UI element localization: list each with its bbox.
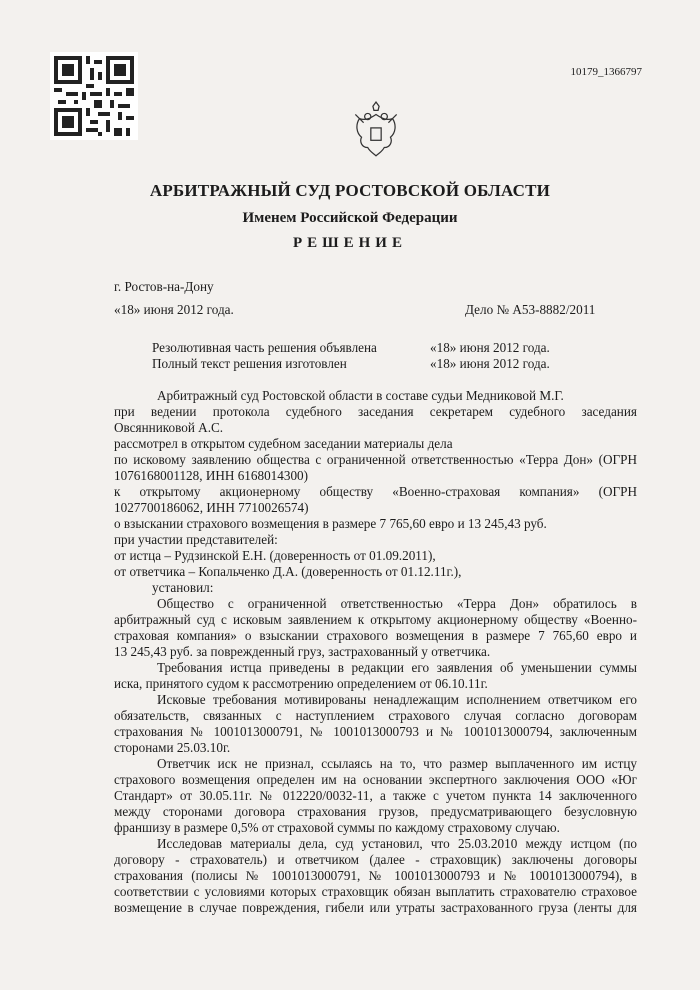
body-line: страхования (полисы № 1001013000791, № 1001013000793 и № 1001013000794), в: [114, 868, 637, 883]
body-line: от истца – Рудзинской Е.Н. (доверенность от 01.09.2011),: [114, 548, 436, 563]
resolution-label: Резолютивная часть решения объявлена: [152, 340, 377, 355]
body-line: между сторонами договора страхования грузов, предусматривающего безусловную: [114, 804, 637, 819]
body-line: Исследовав материалы дела, суд установил, что 25.03.2010 между истцом (по: [157, 836, 637, 851]
body-line: при участии представителей:: [114, 532, 278, 547]
body-line: Исковые требования мотивированы ненадлежащим исполнением ответчиком его: [157, 692, 637, 707]
body-line: арбитражный суд с исковым заявлением к открытому акционерному обществу «Военно-: [114, 612, 637, 627]
coat-of-arms-icon: [345, 100, 407, 162]
body-line: о взыскании страхового возмещения в размере 7 765,60 евро и 13 245,43 руб.: [114, 516, 547, 531]
city: г. Ростов-на-Дону: [114, 279, 214, 294]
fulltext-date: «18» июня 2012 года.: [430, 356, 550, 371]
body-line: 13 245,43 руб. за поврежденный груз, застрахованный у ответчика.: [114, 644, 491, 659]
body-line: по исковому заявлению общества с ограниченной ответственностью «Терра Дон» (ОГРН: [114, 452, 637, 467]
body-line: страхования № 1001013000791, № 1001013000793 и № 1001013000794, заключенным: [114, 724, 637, 739]
body-line: иска, принятого судом к рассмотрению определением от 06.10.11г.: [114, 676, 488, 691]
fulltext-label: Полный текст решения изготовлен: [152, 356, 347, 371]
body-line: 1027700186062, ИНН 7710026574): [114, 500, 309, 515]
subtitle: Именем Российской Федерации: [242, 210, 458, 226]
case-number: Дело № А53-8882/2011: [465, 302, 596, 317]
body-line: Требования истца приведены в редакции его заявления об уменьшении суммы: [157, 660, 637, 675]
qr-code: [50, 52, 138, 140]
body-line: к открытому акционерному обществу «Военно-страховая компания» (ОГРН: [114, 484, 637, 499]
court-name: АРБИТРАЖНЫЙ СУД РОСТОВСКОЙ ОБЛАСТИ: [149, 181, 551, 200]
body-line: Стандарт» от 30.05.11г. № 012220/0032-11, а также с учетом пункта 14 заключенного: [114, 788, 637, 803]
body-line: страховая компания» о взыскании страхового возмещения в размере 7 765,60 евро и: [114, 628, 637, 643]
body-line: Ответчик иск не признал, ссылаясь на то, что размер выплаченного им истцу: [157, 756, 637, 771]
body-line: рассмотрел в открытом судебном заседании материалы дела: [114, 436, 453, 451]
body-line: сторонами 25.03.10г.: [114, 740, 231, 755]
decision-title: РЕШЕНИЕ: [293, 235, 407, 251]
body-line: при ведении протокола судебного заседания секретарем судебного заседания: [114, 404, 637, 419]
body-line: соответствии с условиями которых страховщик обязан выплатить страхователю страховое: [114, 884, 637, 899]
body-line: франшизу в размере 0,5% от страховой суммы по каждому страховому случаю.: [114, 820, 560, 835]
body-line: установил:: [152, 580, 214, 595]
body-line: Арбитражный суд Ростовской области в составе судьи Медниковой М.Г.: [157, 388, 564, 403]
body-line: от ответчика – Копальченко Д.А. (доверенность от 01.12.11г.),: [114, 564, 462, 579]
body-line: обязательств, связанных с наступлением страхового случая согласно договорам: [114, 708, 637, 723]
body-line: договору - страхователь) и ответчиком (далее - страховщик) заключены договоры: [114, 852, 637, 867]
body-line: Общество с ограниченной ответственностью «Терра Дон» обратилось в: [157, 596, 637, 611]
body-line: 1076168001128, ИНН 6168014300): [114, 468, 309, 483]
body-line: страхового возмещения определен им на основании экспертного заключения ООО «Юг: [114, 772, 637, 787]
body-line: возмещение в случае повреждения, гибели или утраты застрахованного груза (ленты для: [114, 900, 637, 915]
document-number: 10179_1366797: [570, 66, 642, 78]
body-line: Овсянниковой А.С.: [114, 420, 224, 435]
resolution-date: «18» июня 2012 года.: [430, 340, 550, 355]
decision-date: «18» июня 2012 года.: [114, 302, 234, 317]
